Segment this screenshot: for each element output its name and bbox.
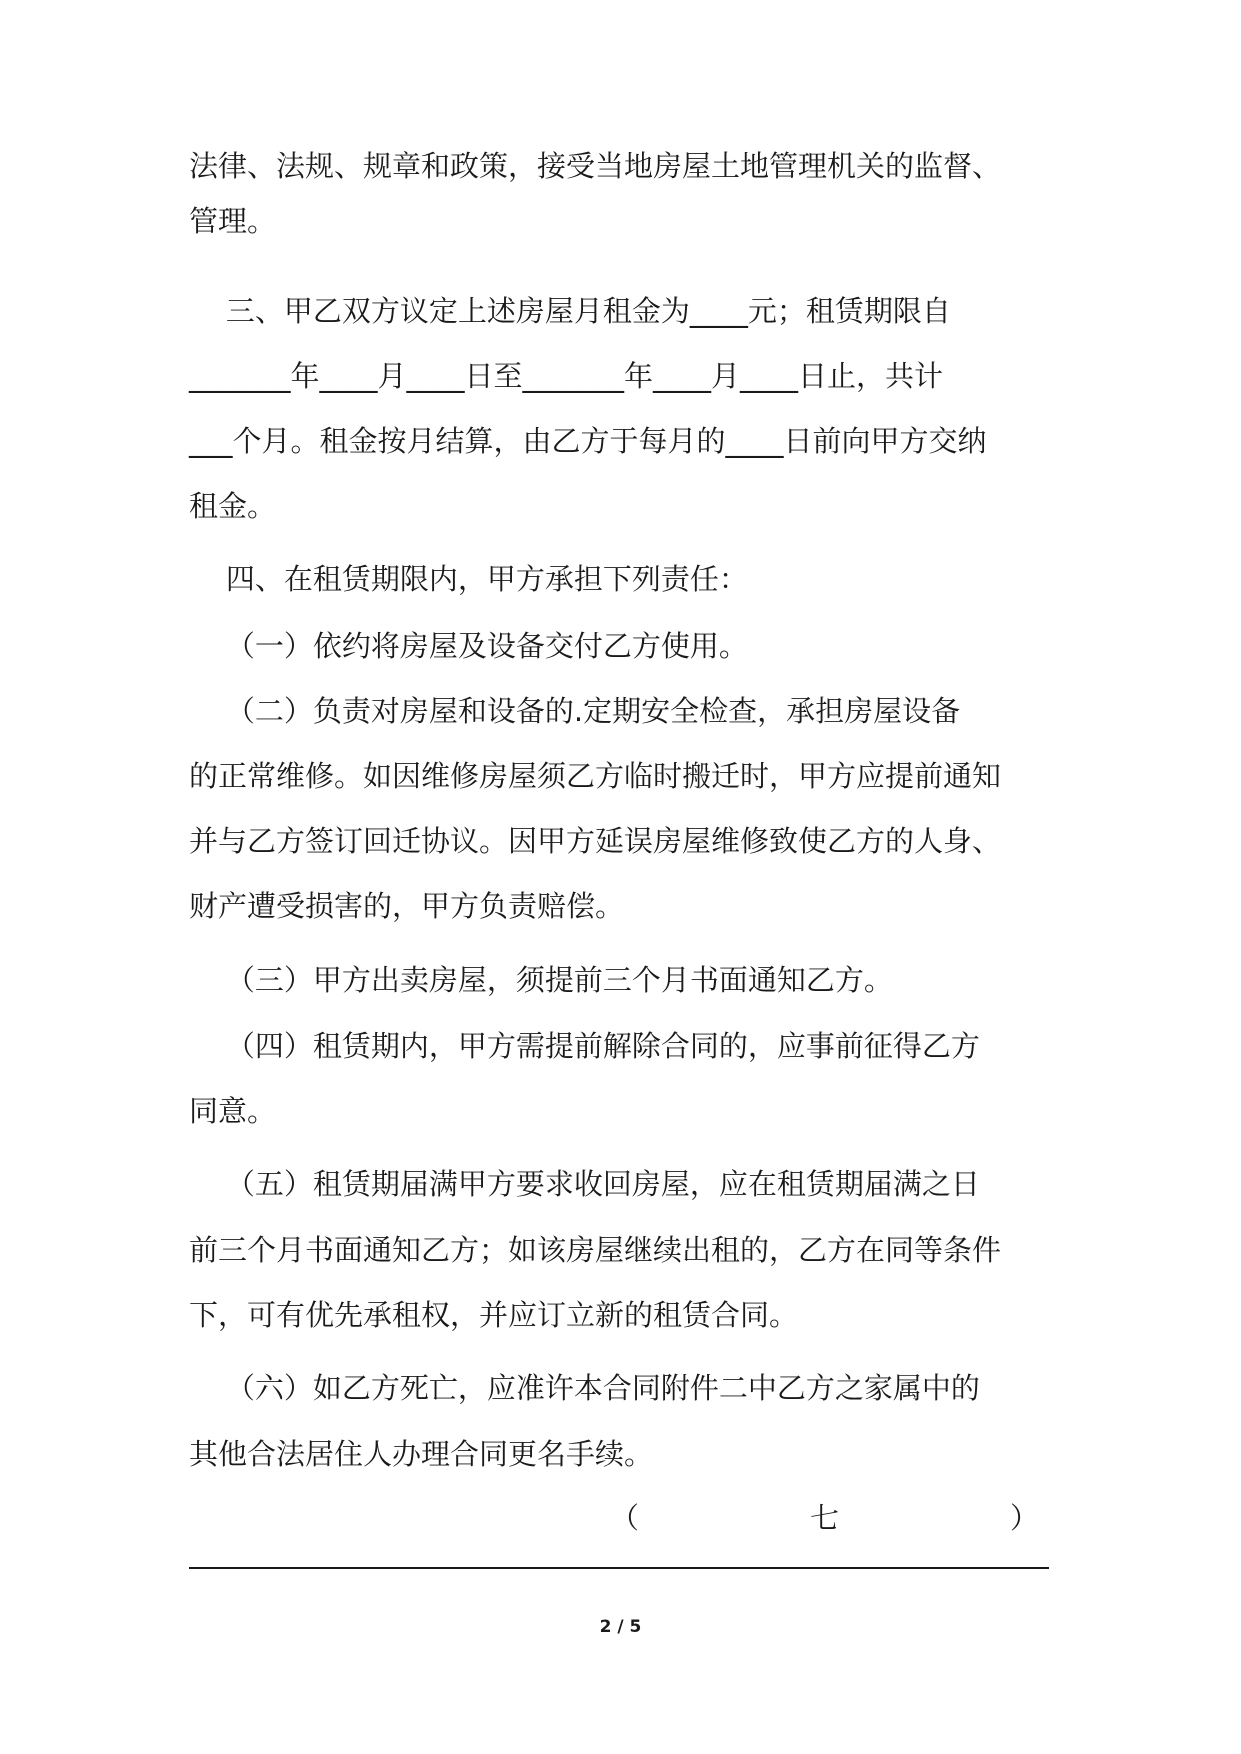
page-number: 2 / 5 — [599, 1617, 642, 1637]
body-line-14: （四）租赁期内，甲方需提前解除合同的，应事前征得乙方 — [189, 1029, 980, 1063]
body-line-17: 前三个月书面通知乙方；如该房屋继续出租的，乙方在同等条件 — [189, 1233, 1002, 1267]
body-line-19: （六）如乙方死亡，应准许本合同附件二中乙方之家属中的 — [189, 1371, 980, 1405]
body-line-10: 的正常维修。如因维修房屋须乙方临时搬迁时，甲方应提前通知 — [189, 759, 1002, 793]
body-line-13: （三）甲方出卖房屋，须提前三个月书面通知乙方。 — [189, 963, 893, 997]
body-line-5: ___个月。租金按月结算，由乙方于每月的____日前向甲方交纳 — [189, 424, 987, 458]
body-line-2: 管理。 — [189, 204, 277, 238]
body-line-9: （二）负责对房屋和设备的.定期安全检查，承担房屋设备 — [189, 694, 961, 728]
clause-seven-heading — [189, 1498, 1059, 1538]
body-line-20: 其他合法居住人办理合同更名手续。 — [189, 1437, 654, 1471]
clause-seven-open-paren: （ — [610, 1501, 640, 1535]
clause-seven-close-paren: ） — [1010, 1501, 1040, 1535]
body-line-6: 租金。 — [189, 489, 277, 523]
body-line-15: 同意。 — [189, 1094, 277, 1128]
body-line-16: （五）租赁期届满甲方要求收回房屋，应在租赁期届满之日 — [189, 1167, 980, 1201]
clause-seven-number: 七 — [810, 1501, 840, 1535]
blank-fill-line — [189, 1567, 1049, 1569]
body-line-4: _______年____月____日至_______年____月____日止，共计 — [189, 359, 944, 393]
body-line-3: 三、甲乙双方议定上述房屋月租金为____元；租赁期限自 — [189, 294, 951, 328]
body-line-8: （一）依约将房屋及设备交付乙方使用。 — [189, 629, 748, 663]
body-line-12: 财产遭受损害的，甲方负责赔偿。 — [189, 889, 625, 923]
body-line-11: 并与乙方签订回迁协议。因甲方延误房屋维修致使乙方的人身、 — [189, 824, 1002, 858]
body-line-1: 法律、法规、规章和政策，接受当地房屋土地管理机关的监督、 — [189, 149, 1002, 183]
body-line-7: 四、在租赁期限内，甲方承担下列责任： — [189, 562, 748, 596]
body-line-18: 下，可有优先承租权，并应订立新的租赁合同。 — [189, 1298, 799, 1332]
